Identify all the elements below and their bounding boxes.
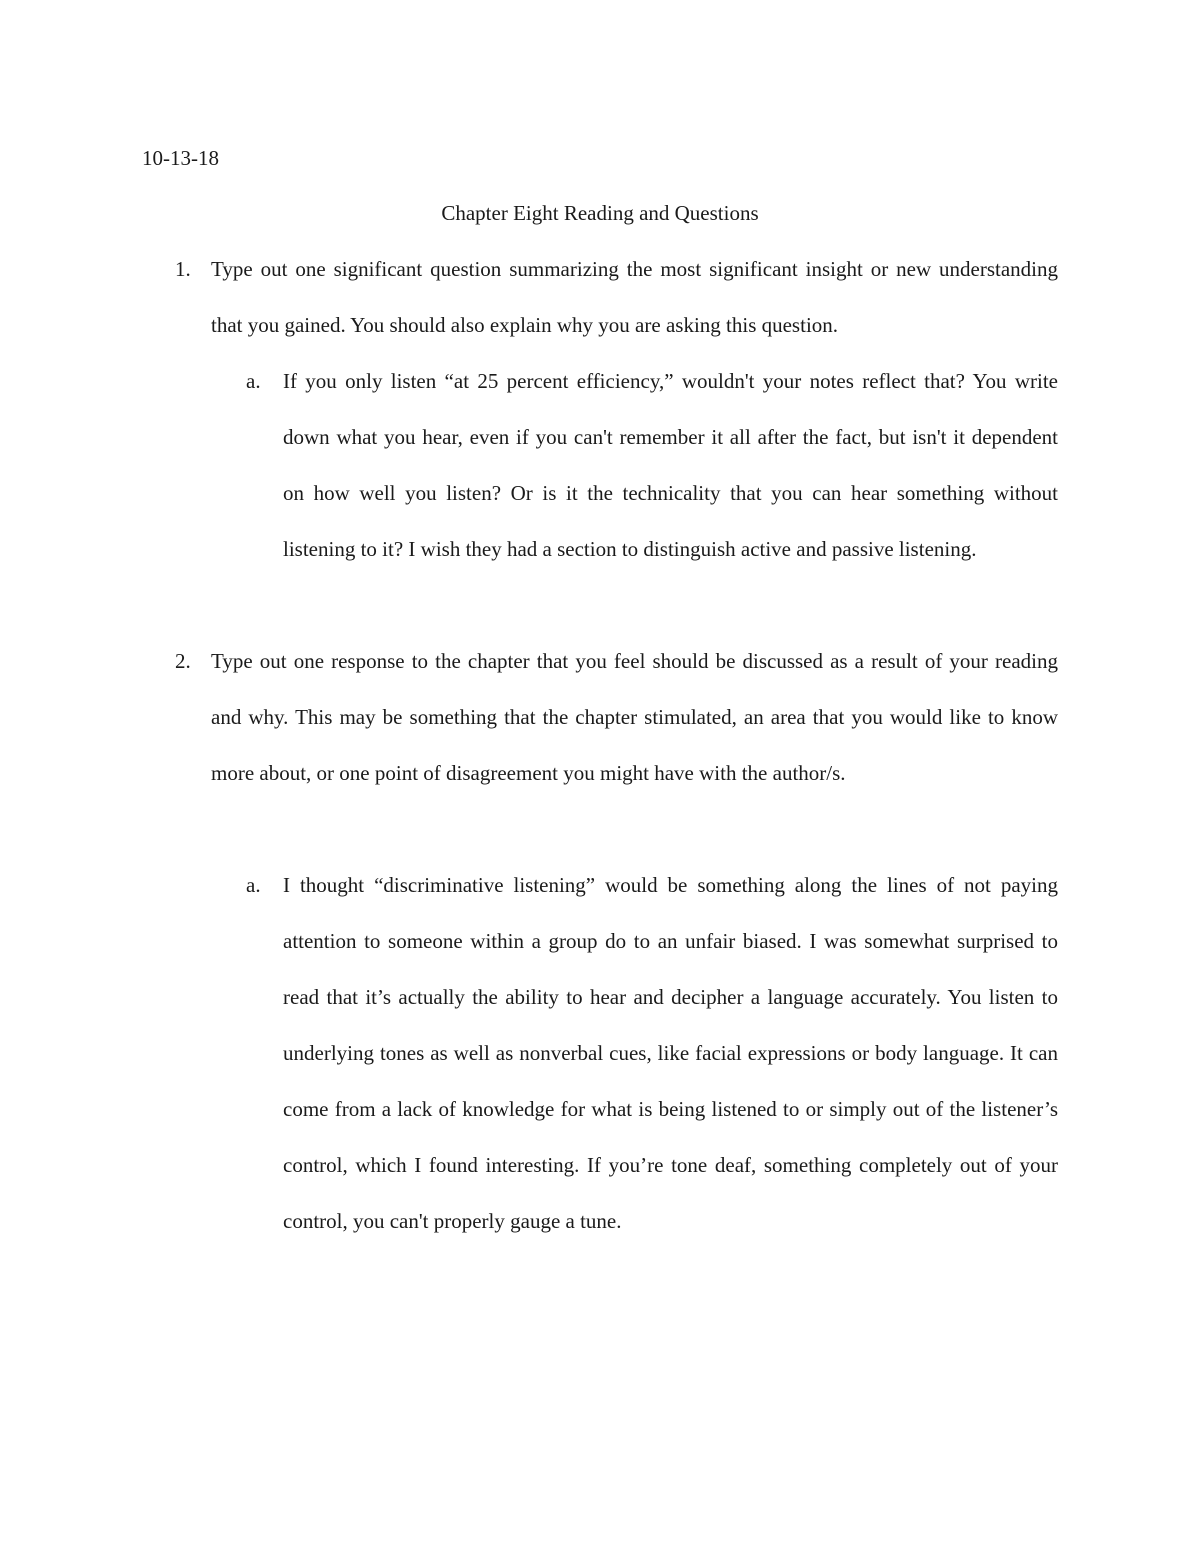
question-item-1 — [142, 241, 1058, 353]
question-number: 2. — [175, 649, 191, 673]
answer-text: If you only listen “at 25 percent efficiency,” wouldn't your notes reflect that? You write down what you hear, even if you can't remember it all after the fact, but isn't it dependent on how well you listen? Or is it the technicality that you can hear something without listening to it? I wish they had a section to distinguish active and passive listening. — [283, 369, 1058, 561]
answer-item-1a — [142, 353, 1058, 577]
question-prompt: Type out one significant question summarizing the most significant insight or new understanding that you gained. You should also explain why you are asking this question. — [211, 257, 1058, 337]
question-item-2 — [142, 633, 1058, 801]
document-title: Chapter Eight Reading and Questions — [441, 201, 759, 225]
answer-text: I thought “discriminative listening” would be something along the lines of not paying attention to someone within a group do to an unfair biased. I was somewhat surprised to read that it’s actually the ability to hear and decipher a language accurately. You listen to underlying tones as well as nonverbal cues, like facial expressions or body language. It can come from a lack of knowledge for what is being listened to or simply out of the listener’s control, which I found interesting. If you’re tone deaf, something completely out of your control, you can't properly gauge a tune. — [283, 873, 1058, 1233]
question-number: 1. — [175, 257, 191, 281]
answer-letter: a. — [246, 873, 261, 897]
question-prompt: Type out one response to the chapter that you feel should be discussed as a result of your reading and why. This may be something that the chapter stimulated, an area that you would like to know more about, or one point of disagreement you might have with the author/s. — [211, 649, 1058, 785]
answer-item-2a — [142, 857, 1058, 1249]
document-date: 10-13-18 — [142, 146, 219, 170]
answer-letter: a. — [246, 369, 261, 393]
